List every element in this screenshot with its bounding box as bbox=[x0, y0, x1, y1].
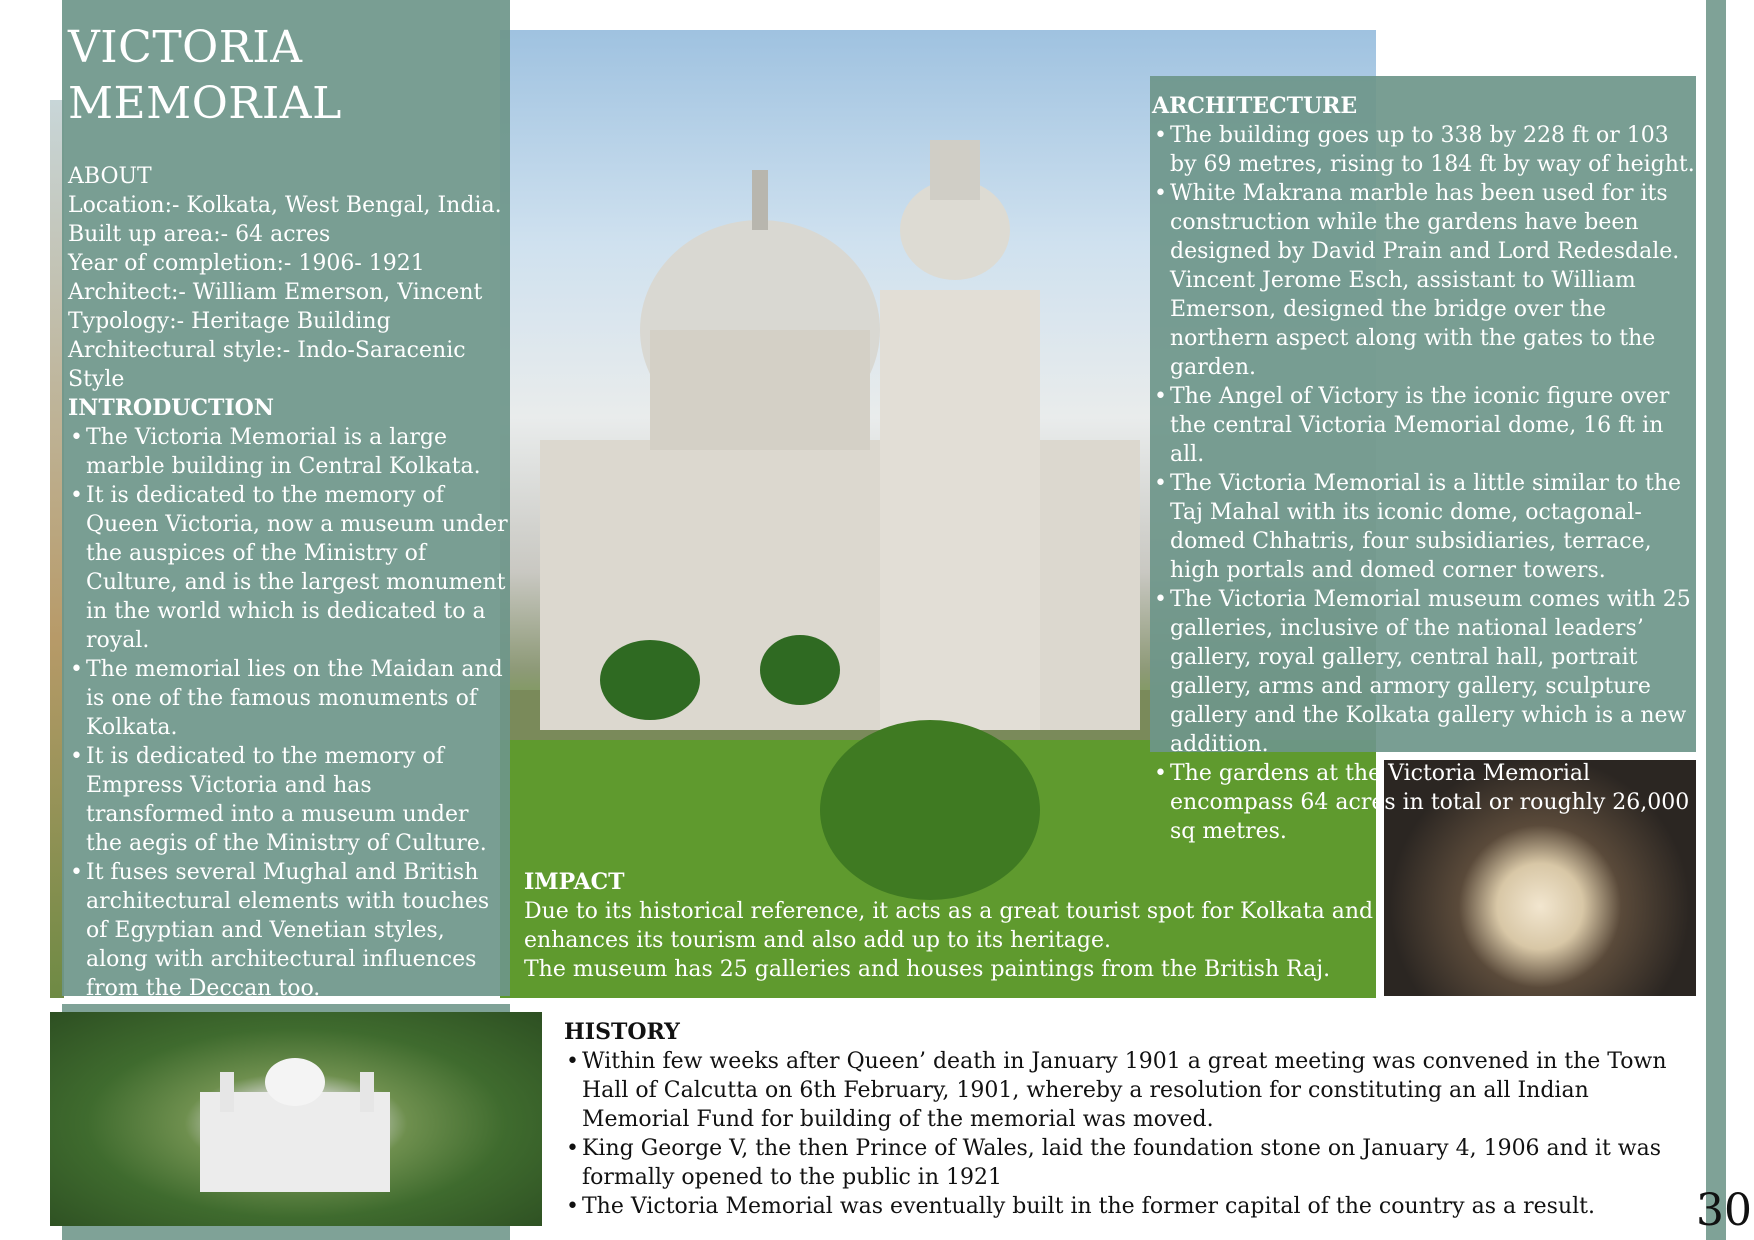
history-item: • Within few weeks after Queen’ death in January 1901 a great meeting was convened in the Town Hall of Calcutta on 6th February, 1901, whereby a resolution for constituting an all Indian Memorial Fund for building of the memorial was moved. bbox=[582, 1047, 1694, 1134]
introduction-section bbox=[68, 394, 508, 1003]
architecture-item: • The building goes up to 338 by 228 ft or 103 by 69 metres, rising to 184 ft by way of height. bbox=[1170, 121, 1696, 179]
about-architect: Architect:- William Emerson, Vincent bbox=[68, 280, 483, 305]
about-area: Built up area:- 64 acres bbox=[68, 222, 331, 247]
impact-text-2: The museum has 25 galleries and houses paintings from the British Raj. bbox=[524, 957, 1331, 982]
about-heading: ABOUT bbox=[68, 164, 152, 189]
page-title bbox=[68, 20, 498, 132]
impact-heading: IMPACT bbox=[524, 869, 625, 895]
history-item: • The Victoria Memorial was eventually built in the former capital of the country as a result. bbox=[582, 1192, 1694, 1221]
architecture-list bbox=[1152, 121, 1696, 846]
page-number: 30 bbox=[1696, 1185, 1752, 1236]
introduction-item: • It fuses several Mughal and British architectural elements with touches of Egyptian and Venetian styles, along with architectural influences from the Deccan too. bbox=[86, 858, 508, 1003]
aerial-illustration bbox=[50, 1012, 542, 1226]
impact-text-1: Due to its historical reference, it acts as a great tourist spot for Kolkata and enhances its tourism and also add up to its heritage. bbox=[524, 899, 1374, 953]
history-item: • King George V, the then Prince of Wales, laid the foundation stone on January 4, 1906 and it was formally opened to the public in 1921 bbox=[582, 1134, 1694, 1192]
introduction-item: • The memorial lies on the Maidan and is one of the famous monuments of Kolkata. bbox=[86, 655, 508, 742]
architecture-item: • The Victoria Memorial museum comes with 25 galleries, inclusive of the national leaders’ gallery, royal gallery, central hall, portrait gallery, arms and armory gallery, sculpture gallery and the Kolkata gallery which is a new addition. bbox=[1170, 585, 1696, 759]
decorative-side-strip bbox=[1706, 0, 1726, 1240]
architecture-item: • The Victoria Memorial is a little similar to the Taj Mahal with its iconic dome, octagonal-domed Chhatris, four subsidiaries, terrace, high portals and domed corner towers. bbox=[1170, 469, 1696, 585]
introduction-item: • It is dedicated to the memory of Empress Victoria and has transformed into a museum under the aegis of the Ministry of Culture. bbox=[86, 742, 508, 858]
title-line-1: VICTORIA bbox=[68, 22, 303, 73]
architecture-item: • The Angel of Victory is the iconic figure over the central Victoria Memorial dome, 16 ft in all. bbox=[1170, 382, 1696, 469]
about-location: Location:- Kolkata, West Bengal, India. bbox=[68, 193, 502, 218]
introduction-list bbox=[68, 423, 508, 1003]
architecture-item: • The gardens at the Victoria Memorial encompass 64 acres in total or roughly 26,000 sq metres. bbox=[1170, 759, 1696, 846]
architecture-heading: ARCHITECTURE bbox=[1152, 93, 1358, 119]
about-typology: Typology:- Heritage Building bbox=[68, 309, 391, 334]
history-section bbox=[564, 1018, 1694, 1221]
history-list bbox=[564, 1047, 1694, 1221]
introduction-item: • It is dedicated to the memory of Queen Victoria, now a museum under the auspices of the Ministry of Culture, and is the largest monument in the world which is dedicated to a royal. bbox=[86, 481, 508, 655]
title-line-2: MEMORIAL bbox=[68, 78, 342, 129]
history-heading: HISTORY bbox=[564, 1019, 680, 1045]
introduction-heading: INTRODUCTION bbox=[68, 395, 274, 421]
architecture-section bbox=[1152, 92, 1696, 846]
architecture-item: • White Makrana marble has been used for its construction while the gardens have been designed by David Prain and Lord Redesdale. Vincent Jerome Esch, assistant to William Emerson, designed the bridge over the northern aspect along with the gates to the garden. bbox=[1170, 179, 1696, 382]
about-section bbox=[68, 162, 508, 394]
aerial-view-photo bbox=[50, 1012, 542, 1226]
impact-section bbox=[524, 868, 1374, 984]
about-year: Year of completion:- 1906- 1921 bbox=[68, 251, 425, 276]
introduction-item: • The Victoria Memorial is a large marble building in Central Kolkata. bbox=[86, 423, 508, 481]
about-style: Architectural style:- Indo-Saracenic Style bbox=[68, 338, 466, 392]
